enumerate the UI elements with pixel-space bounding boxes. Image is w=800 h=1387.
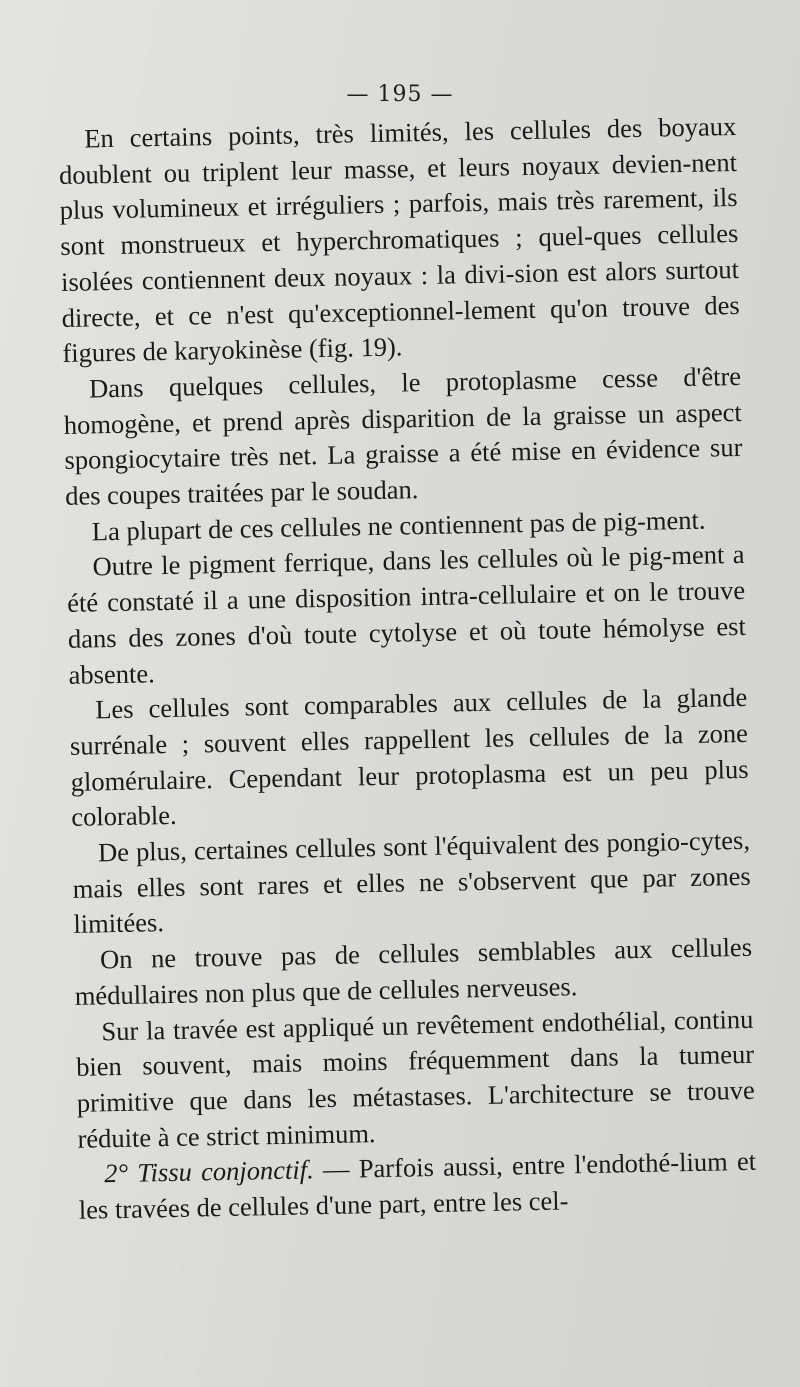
page-number: — 195 — [346,82,454,107]
paragraph: La plupart de ces cellules ne contiennent pas de pig-ment. [91,504,706,547]
paragraph: En certains points, très limités, les cellules des boyaux doublent ou triplent leur masse, et leurs noyaux devien-nent plus volumineux et irréguliers ; parfois, mais très rarement, ils sont monstrueux et hyperchromatiques ; quel-ques cellules isolées contiennent deux noyaux : la divi-sion est alors surtout directe, et ce n'est qu'exceptionnel-lement qu'on trouve des figures de karyokinèse (fig. 19). [58,110,740,369]
paragraph: Les cellules sont comparables aux cellules de la glande surrénale ; souvent elles rappellent les cellules de la zone glomérulaire. Cependant leur protoplasma est un peu plus colorable. [69,682,749,833]
body-text [58,109,757,1229]
paragraph: On ne trouve pas de cellules semblables aux cellules médullaires non plus que de cellules nerveuses. [74,932,753,1011]
paragraph: Dans quelques cellules, le protoplasme cesse d'être homogène, et prend après disparition de la graisse un aspect spongiocytaire très net. La graisse a été mise en évidence sur des coupes traitées par le soudan. [63,360,743,511]
section-paragraph [78,1144,757,1228]
paragraph: Sur la travée est appliqué un revêtement endothélial, continu bien souvent, mais moins fréquemment dans la tumeur primitive que dans les métastases. L'architecture se trouve réduite à ce strict minimum. [75,1003,755,1154]
section-text: — Parfois aussi, entre l'endothé-lium et les travées de cellules d'une part, entre les cel- [78,1146,757,1225]
section-label: 2° Tissu conjonctif. [103,1154,314,1189]
paragraph: Outre le pigment ferrique, dans les cellules où le pig-ment a été constaté il a une disposition intra-cellulaire et on le trouve dans des zones d'où toute cytolyse et où toute hémolyse est absente. [66,539,747,690]
paragraph: De plus, certaines cellules sont l'équivalent des pongio-cytes, mais elles sont rares et elles ne s'observent que par zones limitées. [72,824,751,940]
